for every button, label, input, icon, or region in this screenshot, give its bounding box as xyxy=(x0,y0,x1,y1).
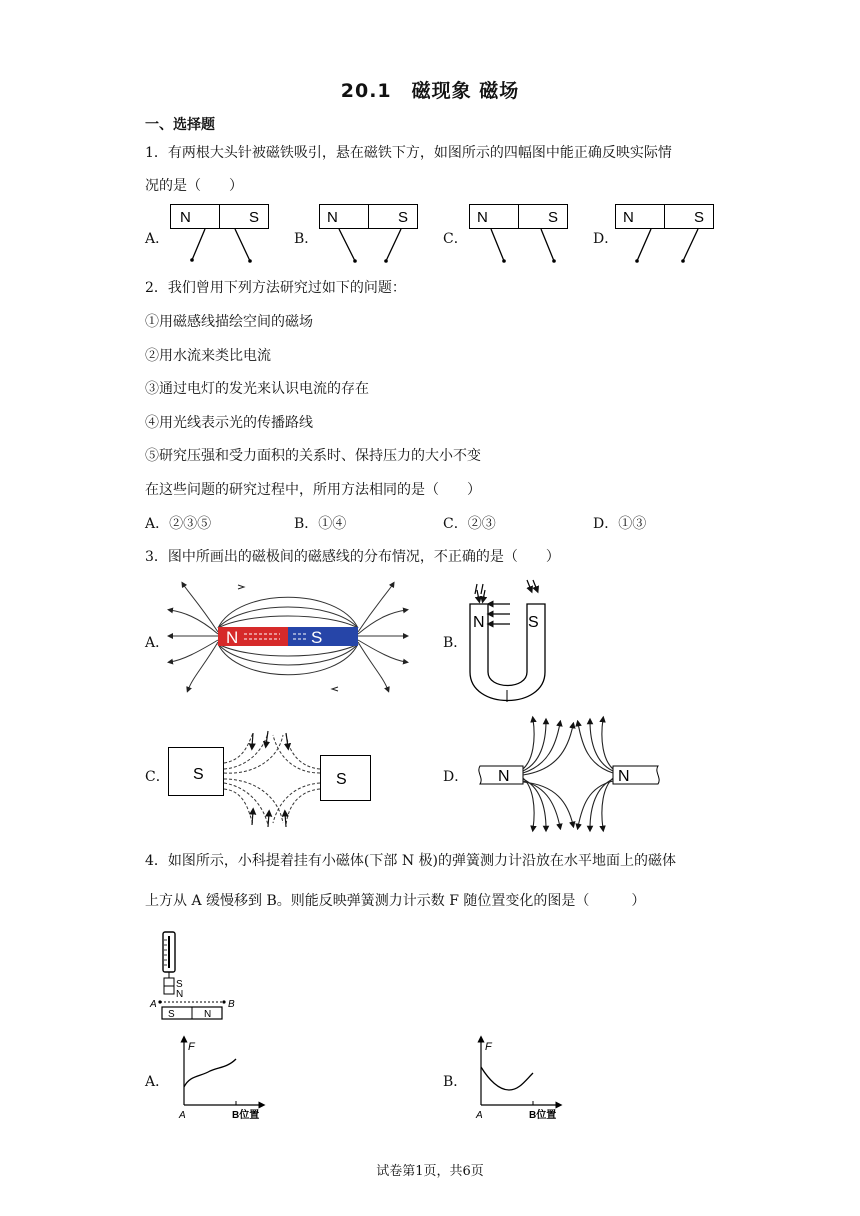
point-b-label: B xyxy=(228,999,235,1010)
graph-f-label: F xyxy=(188,1041,195,1053)
q2-stem: 2．我们曾用下列方法研究过如下的问题： xyxy=(145,280,406,296)
u-magnet-n-label: N xyxy=(473,614,485,631)
q2-item-3: ③通过电灯的发光来认识电流的存在 xyxy=(145,381,369,397)
q1-stem-line2: 况的是（ ） xyxy=(145,178,243,194)
u-magnet-s-label: S xyxy=(528,614,539,631)
graph-a-label: A xyxy=(179,1110,186,1121)
q2-option-c: C．②③ xyxy=(443,516,496,532)
graph-a-label: A xyxy=(476,1110,483,1121)
q3-option-d: D． xyxy=(443,769,469,785)
q3-option-b: B． xyxy=(443,635,468,651)
q1-figure-a xyxy=(170,204,270,266)
graph-b-label: B位置 xyxy=(232,1110,260,1121)
q2-item-1: ①用磁感线描绘空间的磁场 xyxy=(145,314,313,330)
c-right-s-label: S xyxy=(336,771,347,788)
q2-option-d: D．①③ xyxy=(593,516,647,532)
q3-figure-d xyxy=(478,715,663,835)
q1-figure-d xyxy=(615,204,715,266)
bar-magnet-s-label: S xyxy=(168,1009,175,1020)
q2-item-2: ②用水流来类比电流 xyxy=(145,348,271,364)
small-magnet-s-label: S xyxy=(176,979,183,990)
q3-option-c: C． xyxy=(145,769,170,785)
bar-s-label: S xyxy=(311,628,323,647)
point-a-label: A xyxy=(150,999,157,1010)
magnet-n-label: N xyxy=(477,209,488,226)
page-title: 20.1 磁现象 磁场 xyxy=(340,80,520,102)
magnet-n-label: N xyxy=(327,209,338,226)
q3-figure-b xyxy=(465,572,555,706)
magnet-s-label: S xyxy=(548,209,559,226)
magnet-s-label: S xyxy=(249,209,260,226)
q2-question: 在这些问题的研究过程中，所用方法相同的是（ ） xyxy=(145,482,481,498)
q3-figure-a xyxy=(168,582,408,694)
q1-figure-b xyxy=(319,204,419,266)
bar-n-label: N xyxy=(226,628,239,647)
d-right-n-label: N xyxy=(618,768,630,785)
q4-graph-a xyxy=(170,1035,290,1125)
q1-option-c: C． xyxy=(443,231,468,247)
q2-option-b: B．①④ xyxy=(294,516,347,532)
magnet-n-label: N xyxy=(623,209,634,226)
page-footer: 试卷第1页，共6页 xyxy=(376,1164,484,1179)
q4-setup-figure xyxy=(148,928,240,1022)
q2-item-5: ⑤研究压强和受力面积的关系时、保持压力的大小不变 xyxy=(145,448,481,464)
q4-option-a: A． xyxy=(145,1074,170,1090)
q2-item-4: ④用光线表示光的传播路线 xyxy=(145,415,313,431)
q2-option-a: A．②③⑤ xyxy=(145,516,212,532)
q1-option-b: B． xyxy=(294,231,319,247)
d-left-n-label: N xyxy=(498,768,510,785)
q4-option-b: B． xyxy=(443,1074,468,1090)
q4-stem-line2: 上方从 A 缓慢移到 B。则能反映弹簧测力计示数 F 随位置变化的图是（ ） xyxy=(145,893,646,909)
bar-magnet-n-label: N xyxy=(204,1009,212,1020)
q3-figure-c xyxy=(168,725,373,835)
magnet-s-label: S xyxy=(694,209,705,226)
q1-option-a: A． xyxy=(145,231,170,247)
q1-figure-c xyxy=(469,204,569,266)
graph-b-label: B位置 xyxy=(529,1110,557,1121)
q1-option-d: D． xyxy=(593,231,619,247)
c-left-s-label: S xyxy=(193,766,204,783)
magnet-s-label: S xyxy=(398,209,409,226)
q3-stem: 3．图中所画出的磁极间的磁感线的分布情况，不正确的是（ ） xyxy=(145,549,560,565)
graph-f-label: F xyxy=(485,1041,492,1053)
small-magnet-n-label: N xyxy=(176,989,184,1000)
section-heading: 一、选择题 xyxy=(145,117,215,133)
q3-option-a: A． xyxy=(145,635,170,651)
q4-stem-line1: 4．如图所示，小科提着挂有小磁体(下部 N 极)的弹簧测力计沿放在水平地面上的磁体 xyxy=(145,853,676,869)
q4-graph-b xyxy=(467,1035,587,1125)
magnet-n-label: N xyxy=(180,209,191,226)
q1-stem-line1: 1．有两根大头针被磁铁吸引，悬在磁铁下方，如图所示的四幅图中能正确反映实际情 xyxy=(145,145,672,161)
